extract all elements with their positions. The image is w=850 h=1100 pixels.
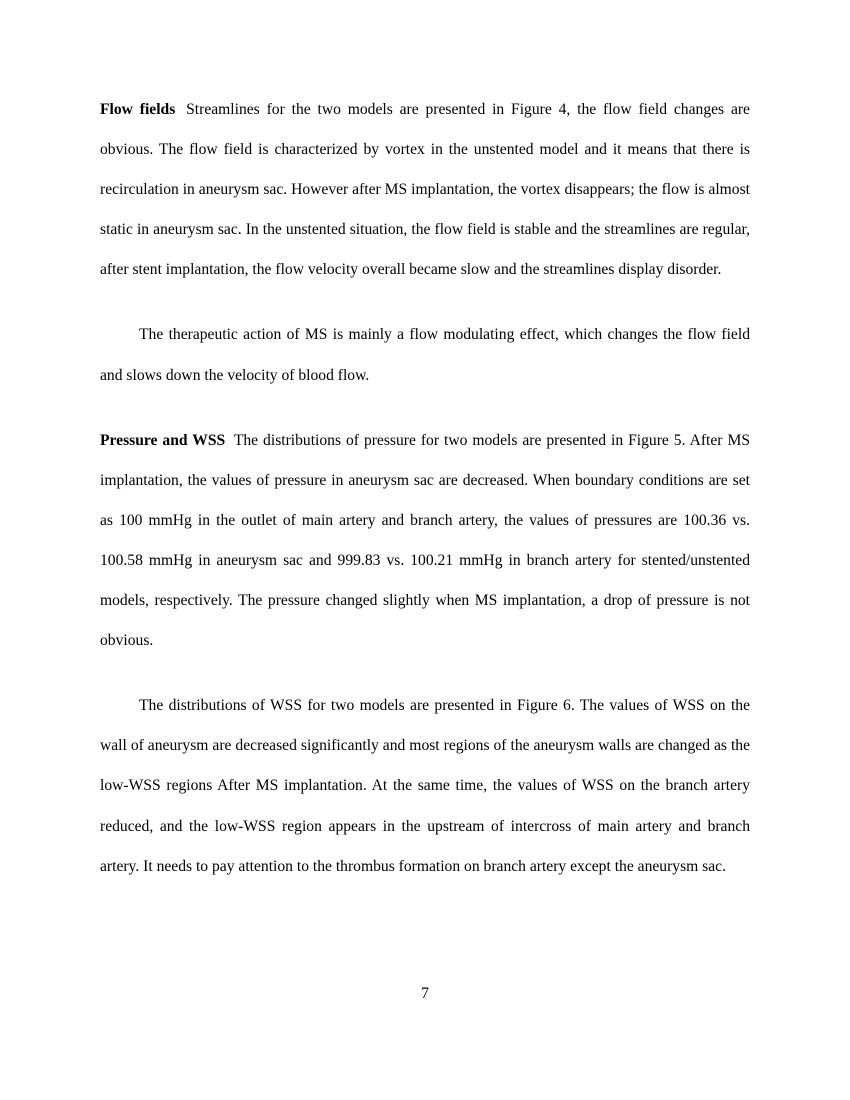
page-body: [100, 90, 750, 887]
flow-fields-paragraph: [100, 90, 750, 290]
pressure-wss-heading: Pressure and WSS: [100, 431, 226, 449]
flow-fields-heading: Flow fields: [100, 101, 176, 118]
paragraph-gap: [100, 290, 750, 315]
paragraph-gap: [100, 661, 750, 686]
flow-fields-text: Streamlines for the two models are presented in Figure 4, the flow field changes are obvious. The flow field is characterized by vortex in the unstented model and it means that there is recirculation in aneurysm sac. However after MS implantation, the vortex disappears; the flow is almost static in aneurysm sac. In the unstented situation, the flow field is stable and the streamlines are regular, after stent implantation, the flow velocity overall became slow and the streamlines display disorder.: [100, 101, 750, 279]
pressure-wss-text: The distributions of pressure for two models are presented in Figure 5. After MS implantation, the values of pressure in aneurysm sac are decreased. When boundary conditions are set as 100 mmHg in the outlet of main artery and branch artery, the values of pressures are 100.36 vs. 100.58 mmHg in aneurysm sac and 999.83 vs. 100.21 mmHg in branch artery for stented/unstented models, respectively. The pressure changed slightly when MS implantation, a drop of pressure is not obvious.: [100, 431, 750, 650]
therapeutic-action-paragraph: The therapeutic action of MS is mainly a flow modulating effect, which changes the flow field and slows down the velocity of blood flow.: [100, 326, 750, 384]
wss-distribution-paragraph: The distributions of WSS for two models are presented in Figure 6. The values of WSS on the wall of aneurysm are decreased significantly and most regions of the aneurysm walls are changed as the low-WSS regions After MS implantation. At the same time, the values of WSS on the branch artery reduced, and the low-WSS region appears in the upstream of intercross of main artery and branch artery. It needs to pay attention to the thrombus formation on branch artery except the aneurysm sac.: [100, 697, 750, 875]
page-number: 7: [421, 985, 429, 1002]
paragraph-gap: [100, 396, 750, 421]
pressure-wss-paragraph: [100, 421, 750, 662]
